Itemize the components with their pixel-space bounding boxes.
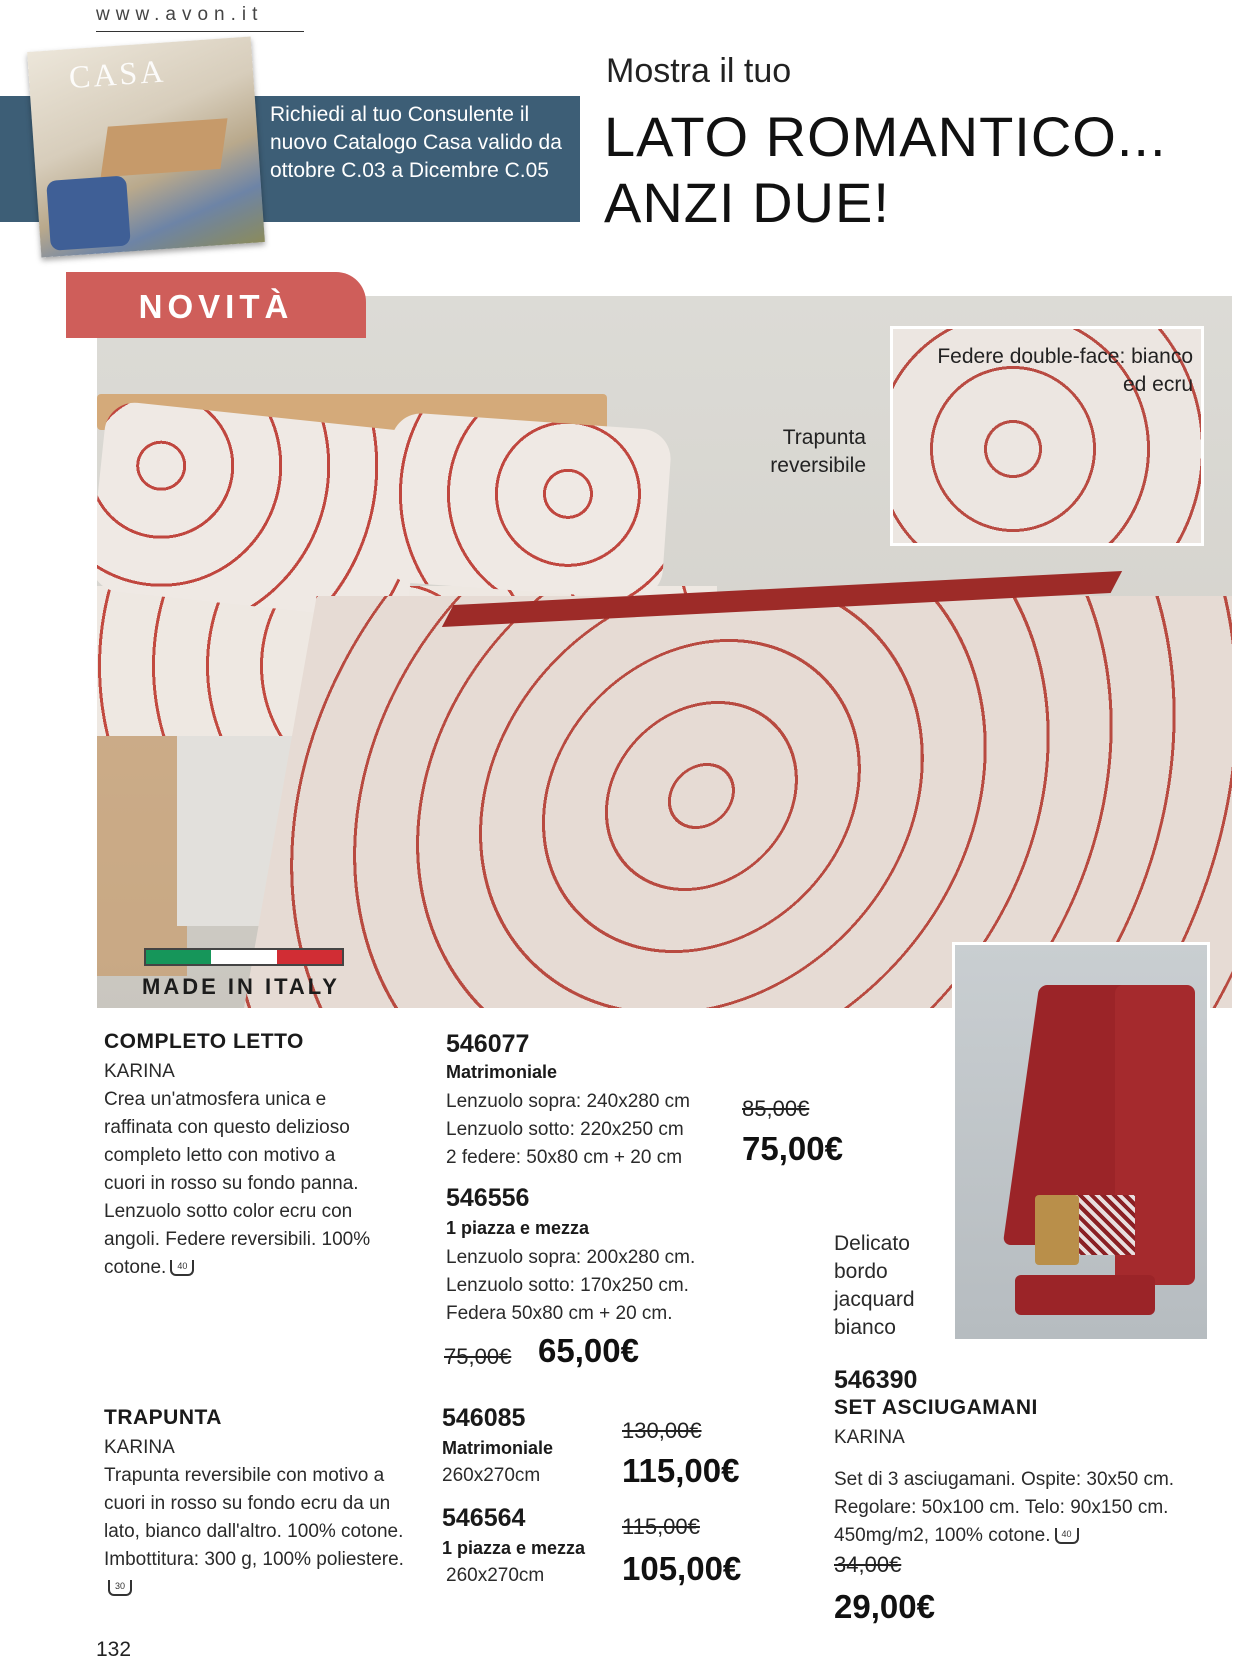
spec-line: Lenzuolo sotto: 170x250 cm. xyxy=(446,1275,689,1296)
old-price: 85,00€ xyxy=(742,1096,810,1121)
size-label: Matrimoniale xyxy=(442,1438,554,1458)
product-code: 546564 xyxy=(442,1504,526,1532)
headline-small: Mostra il tuo xyxy=(606,52,792,90)
italian-flag-icon xyxy=(144,948,344,966)
folded-towel-graphic xyxy=(1015,1275,1155,1315)
size-label: Matrimoniale xyxy=(446,1062,558,1082)
asciugamani-title: SET ASCIUGAMANI xyxy=(834,1396,1038,1419)
trapunta-description: Trapunta reversibile con motivo a cuori in rosso su fondo ecru da un lato, bianco dall'altro. 100% cotone. Imbottitura: 300 g, 100% poliestere.30 xyxy=(104,1462,422,1602)
product-code: 546085 xyxy=(442,1404,526,1432)
asciugamani-brand: KARINA xyxy=(834,1427,905,1448)
quilt-caption: Trapunta reversibile xyxy=(770,426,866,477)
towel-set-photo xyxy=(952,942,1210,1342)
catalog-tray-graphic xyxy=(101,118,228,177)
completo-letto-brand: KARINA xyxy=(104,1061,175,1082)
product-code: 546556 xyxy=(446,1184,530,1212)
old-price: 130,00€ xyxy=(622,1418,702,1443)
completo-letto-description: Crea un'atmosfera unica e raffinata con questo delizioso completo letto con motivo a cuori in rosso su fondo panna. Lenzuolo sotto color ecru con angoli. Federe reversibili. 100% cotone. 40 xyxy=(104,1089,371,1278)
pillow-graphic xyxy=(381,411,672,600)
size-label: 1 piazza e mezza xyxy=(446,1218,590,1238)
pillow-graphic xyxy=(97,400,426,622)
site-url: www.avon.it xyxy=(96,4,264,25)
catalog-cover-image xyxy=(27,36,265,257)
new-price: 29,00€ xyxy=(834,1588,935,1625)
old-price: 115,00€ xyxy=(622,1514,700,1539)
new-price: 65,00€ xyxy=(538,1332,639,1369)
product-code: 546390 xyxy=(834,1366,918,1394)
spec-line: Lenzuolo sopra: 240x280 cm xyxy=(446,1091,690,1112)
catalog-blanket-graphic xyxy=(46,175,131,250)
dimensions: 260x270cm xyxy=(442,1465,541,1486)
spec-line: Federa 50x80 cm + 20 cm. xyxy=(446,1303,673,1324)
spec-line: Lenzuolo sotto: 220x250 cm xyxy=(446,1119,684,1140)
size-label: 1 piazza e mezza xyxy=(442,1538,586,1558)
promo-text: Richiedi al tuo Consulente il nuovo Catalogo Casa valido da ottobre C.03 a Dicembre C.05 xyxy=(270,103,562,182)
site-url-underline xyxy=(96,31,304,32)
pillowcase-caption: Federe double-face: bianco ed ecru xyxy=(937,345,1193,396)
towel-caption: Delicato bordo jacquard bianco xyxy=(834,1232,915,1339)
wash-40-icon: 40 xyxy=(170,1260,194,1276)
novita-badge-label: NOVITÀ xyxy=(138,288,294,325)
new-price: 75,00€ xyxy=(742,1130,843,1167)
plant-pot-graphic xyxy=(1035,1195,1079,1265)
new-price: 105,00€ xyxy=(622,1550,742,1587)
trapunta-brand: KARINA xyxy=(104,1437,175,1458)
jacquard-trim-graphic xyxy=(1075,1195,1135,1255)
wash-30-icon: 30 xyxy=(108,1580,132,1596)
dimensions: 260x270cm xyxy=(446,1565,545,1586)
product-code: 546077 xyxy=(446,1030,530,1058)
spec-line: Lenzuolo sopra: 200x280 cm. xyxy=(446,1247,696,1268)
asciugamani-description: Set di 3 asciugamani. Ospite: 30x50 cm. Regolare: 50x100 cm. Telo: 90x150 cm. 450mg/m2, 100% cotone. 40 xyxy=(834,1469,1175,1546)
made-in-italy-label: MADE IN ITALY xyxy=(142,974,340,999)
old-price: 34,00€ xyxy=(834,1552,902,1577)
old-price: 75,00€ xyxy=(444,1344,512,1369)
catalog-cover-title: CASA xyxy=(67,52,168,96)
wash-40-icon: 40 xyxy=(1055,1528,1079,1544)
headline-line-2: ANZI DUE! xyxy=(604,171,890,234)
new-price: 115,00€ xyxy=(622,1452,740,1489)
spec-line: 2 federe: 50x80 cm + 20 cm xyxy=(446,1147,683,1168)
headline-line-1: LATO ROMANTICO... xyxy=(604,105,1167,168)
trapunta-title: TRAPUNTA xyxy=(104,1406,222,1429)
completo-letto-title: COMPLETO LETTO xyxy=(104,1030,304,1053)
page-number: 132 xyxy=(96,1638,132,1661)
